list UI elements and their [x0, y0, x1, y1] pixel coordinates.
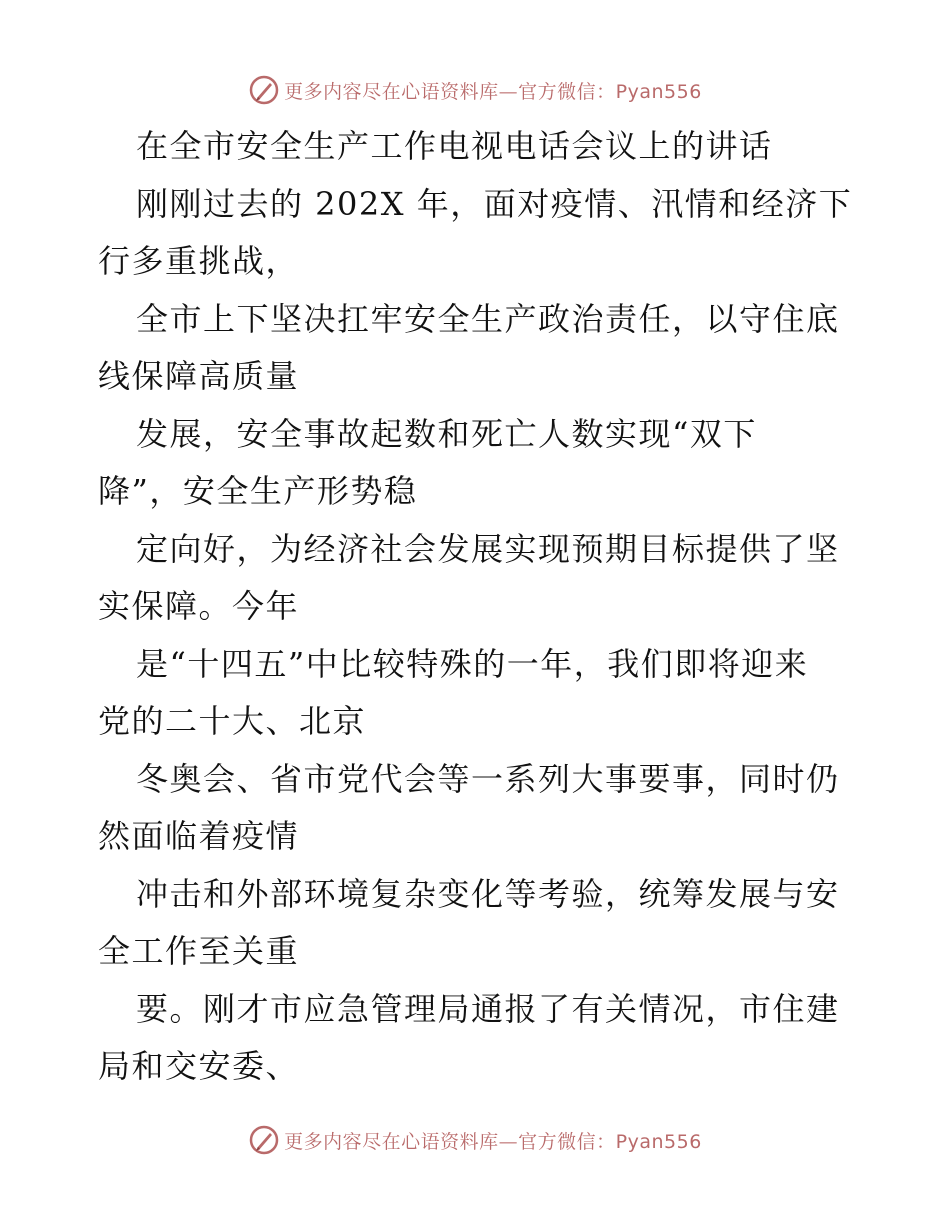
text-line: 定向好，为经济社会发展实现预期目标提供了坚 [136, 529, 840, 568]
text-line: 要。刚才市应急管理局通报了有关情况，市住建 [136, 989, 840, 1028]
text-line: 行多重挑战， [98, 242, 300, 280]
text-line: 实保障。今年 [98, 587, 300, 625]
header-banner [0, 72, 950, 108]
text-line: 然面临着疫情 [98, 817, 300, 855]
text-line: 全市上下坚决扛牢安全生产政治责任，以守住底 [136, 299, 840, 338]
text-line: 线保障高质量 [98, 357, 300, 395]
text-line: 发展，安全事故起数和死亡人数实现“双下 [136, 414, 757, 453]
text-line: 刚刚过去的 202X 年，面对疫情、汛情和经济下 [136, 184, 853, 223]
text-line: 在全市安全生产工作电视电话会议上的讲话 [136, 127, 773, 165]
quill-logo-icon [248, 1124, 280, 1156]
text-line: 降”，安全生产形势稳 [98, 472, 418, 510]
text-line: 是“十四五”中比较特殊的一年，我们即将迎来 [136, 644, 809, 683]
quill-logo-icon [248, 74, 280, 106]
text-line: 局和交安委、 [98, 1047, 300, 1085]
text-line: 党的二十大、北京 [98, 702, 367, 740]
text-line: 冲击和外部环境复杂变化等考验，统筹发展与安 [136, 874, 840, 913]
text-line: 全工作至关重 [98, 932, 300, 970]
banner-text: 更多内容尽在心语资料库—官方微信：Pyan556 [284, 1130, 702, 1153]
banner-text: 更多内容尽在心语资料库—官方微信：Pyan556 [284, 80, 702, 103]
footer-banner [0, 1122, 950, 1158]
document-body [98, 118, 858, 1096]
text-line: 冬奥会、省市党代会等一系列大事要事，同时仍 [136, 759, 840, 798]
